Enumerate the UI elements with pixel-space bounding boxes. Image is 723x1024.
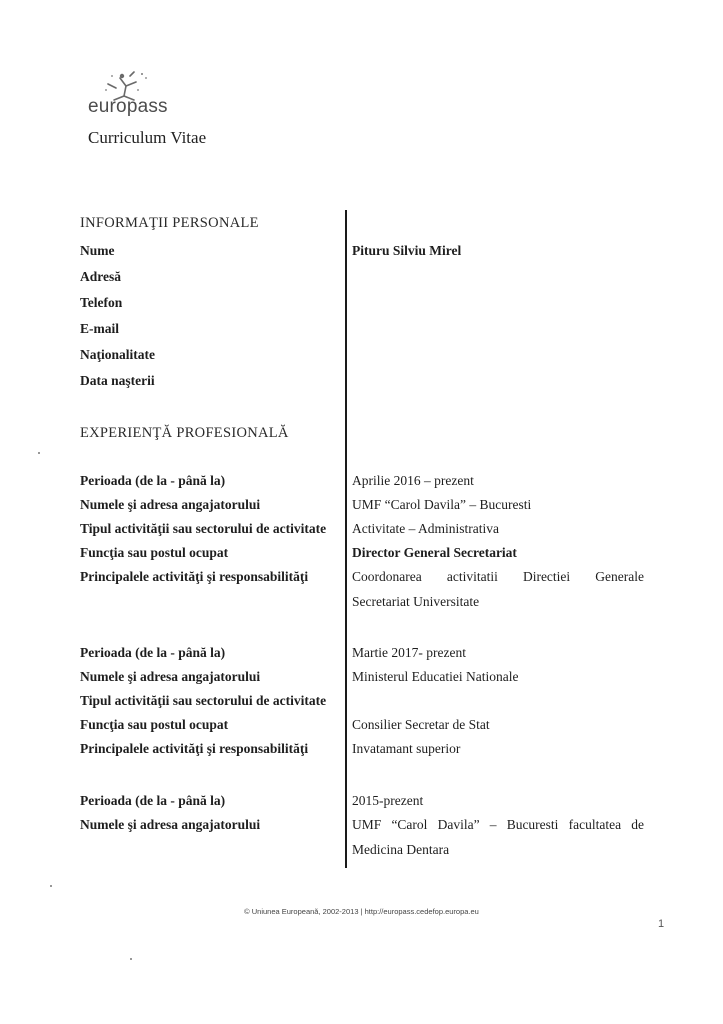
page-number: 1 bbox=[658, 918, 665, 930]
job3-employer-line2: Medicina Dentara bbox=[352, 842, 450, 857]
name-label: Nume bbox=[80, 243, 115, 258]
personal-info-heading: INFORMAŢII PERSONALE bbox=[80, 215, 259, 231]
europass-wordmark: europass bbox=[88, 96, 168, 117]
name-value: Pituru Silviu Mirel bbox=[352, 243, 462, 258]
job1-period-value: Aprilie 2016 – prezent bbox=[352, 473, 474, 488]
job1-activities-line1: Coordonarea activitatii Directiei Generale bbox=[352, 569, 644, 584]
address-label: Adresă bbox=[80, 269, 122, 284]
job1-activities-label: Principalele activităţi şi responsabilităţi bbox=[80, 569, 309, 584]
job2-activities-label: Principalele activităţi şi responsabilităţi bbox=[80, 741, 309, 756]
scan-speck bbox=[130, 958, 132, 960]
nationality-label: Naţionalitate bbox=[80, 347, 155, 362]
job2-sector-label: Tipul activităţii sau sectorului de activitate bbox=[80, 693, 327, 708]
scan-speck bbox=[38, 452, 40, 454]
job1-period-label: Perioada (de la - până la) bbox=[80, 473, 226, 488]
birthdate-label: Data naşterii bbox=[80, 373, 155, 388]
job1-employer-label: Numele şi adresa angajatorului bbox=[80, 497, 261, 512]
email-label: E-mail bbox=[80, 321, 119, 336]
cv-title: Curriculum Vitae bbox=[88, 128, 207, 147]
scan-speck bbox=[50, 885, 52, 887]
job1-activities-line2: Secretariat Universitate bbox=[352, 594, 480, 609]
job1-sector-value: Activitate – Administrativa bbox=[352, 521, 499, 536]
job2-employer-value: Ministerul Educatiei Nationale bbox=[352, 669, 519, 684]
job2-position-label: Funcţia sau postul ocupat bbox=[80, 717, 229, 732]
job2-period-value: Martie 2017- prezent bbox=[352, 645, 466, 660]
job2-activities-value: Invatamant superior bbox=[352, 741, 461, 756]
job1-position-value: Director General Secretariat bbox=[352, 545, 517, 560]
job1-sector-label: Tipul activităţii sau sectorului de activitate bbox=[80, 521, 327, 536]
job2-position-value: Consilier Secretar de Stat bbox=[352, 717, 490, 732]
job3-employer-line1: UMF “Carol Davila” – Bucuresti facultatea de bbox=[352, 817, 644, 832]
job1-position-label: Funcţia sau postul ocupat bbox=[80, 545, 229, 560]
phone-label: Telefon bbox=[80, 295, 123, 310]
job1-employer-value: UMF “Carol Davila” – Bucuresti bbox=[352, 497, 532, 512]
footer-copyright: © Uniunea Europeană, 2002-2013 | http://europass.cedefop.europa.eu bbox=[244, 907, 479, 916]
column-divider bbox=[345, 210, 347, 868]
job3-employer-label: Numele şi adresa angajatorului bbox=[80, 817, 261, 832]
job2-period-label: Perioada (de la - până la) bbox=[80, 645, 226, 660]
job3-period-value: 2015-prezent bbox=[352, 793, 424, 808]
experience-heading: EXPERIENŢĂ PROFESIONALĂ bbox=[80, 425, 289, 441]
job3-period-label: Perioada (de la - până la) bbox=[80, 793, 226, 808]
job2-employer-label: Numele şi adresa angajatorului bbox=[80, 669, 261, 684]
